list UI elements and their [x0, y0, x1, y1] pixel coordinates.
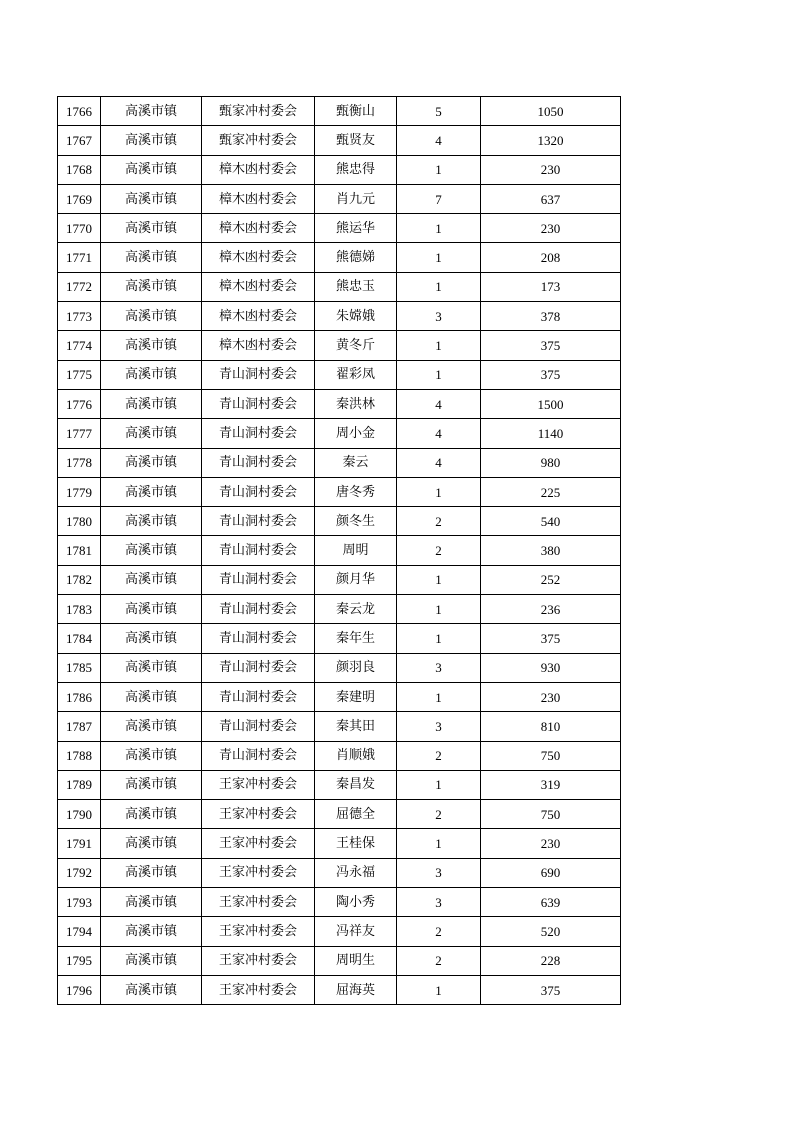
village-committee-cell: 王家冲村委会: [202, 800, 315, 829]
amount-cell: 810: [481, 712, 621, 741]
row-number-cell: 1777: [58, 419, 101, 448]
name-cell: 朱嫦娥: [315, 302, 397, 331]
name-cell: 周小金: [315, 419, 397, 448]
amount-cell: 639: [481, 888, 621, 917]
village-committee-cell: 樟木凼村委会: [202, 302, 315, 331]
count-cell: 3: [397, 653, 481, 682]
name-cell: 秦昌发: [315, 770, 397, 799]
village-committee-cell: 青山洞村委会: [202, 448, 315, 477]
name-cell: 秦洪林: [315, 389, 397, 418]
amount-cell: 540: [481, 507, 621, 536]
row-number-cell: 1785: [58, 653, 101, 682]
town-cell: 高溪市镇: [101, 917, 202, 946]
town-cell: 高溪市镇: [101, 800, 202, 829]
name-cell: 屈德全: [315, 800, 397, 829]
row-number-cell: 1789: [58, 770, 101, 799]
table-row: [58, 741, 621, 770]
village-committee-cell: 王家冲村委会: [202, 829, 315, 858]
village-committee-cell: 樟木凼村委会: [202, 243, 315, 272]
amount-cell: 375: [481, 975, 621, 1004]
table-row: [58, 331, 621, 360]
row-number-cell: 1793: [58, 888, 101, 917]
village-committee-cell: 王家冲村委会: [202, 946, 315, 975]
count-cell: 1: [397, 214, 481, 243]
town-cell: 高溪市镇: [101, 829, 202, 858]
table-row: [58, 155, 621, 184]
table-row: [58, 536, 621, 565]
town-cell: 高溪市镇: [101, 389, 202, 418]
table-row: [58, 302, 621, 331]
row-number-cell: 1768: [58, 155, 101, 184]
table-row: [58, 389, 621, 418]
town-cell: 高溪市镇: [101, 712, 202, 741]
amount-cell: 252: [481, 565, 621, 594]
name-cell: 秦建明: [315, 682, 397, 711]
town-cell: 高溪市镇: [101, 126, 202, 155]
village-committee-cell: 王家冲村委会: [202, 917, 315, 946]
table-row: [58, 360, 621, 389]
table-row: [58, 477, 621, 506]
row-number-cell: 1790: [58, 800, 101, 829]
count-cell: 1: [397, 360, 481, 389]
count-cell: 2: [397, 946, 481, 975]
town-cell: 高溪市镇: [101, 741, 202, 770]
table-row: [58, 126, 621, 155]
village-committee-cell: 王家冲村委会: [202, 858, 315, 887]
village-committee-cell: 青山洞村委会: [202, 419, 315, 448]
amount-cell: 230: [481, 682, 621, 711]
village-committee-cell: 甄家冲村委会: [202, 126, 315, 155]
count-cell: 2: [397, 507, 481, 536]
count-cell: 2: [397, 741, 481, 770]
village-committee-cell: 青山洞村委会: [202, 653, 315, 682]
name-cell: 颜羽良: [315, 653, 397, 682]
town-cell: 高溪市镇: [101, 302, 202, 331]
row-number-cell: 1788: [58, 741, 101, 770]
town-cell: 高溪市镇: [101, 184, 202, 213]
name-cell: 翟彩凤: [315, 360, 397, 389]
amount-cell: 375: [481, 360, 621, 389]
town-cell: 高溪市镇: [101, 97, 202, 126]
count-cell: 3: [397, 858, 481, 887]
amount-cell: 380: [481, 536, 621, 565]
amount-cell: 228: [481, 946, 621, 975]
count-cell: 1: [397, 565, 481, 594]
row-number-cell: 1774: [58, 331, 101, 360]
village-committee-cell: 青山洞村委会: [202, 682, 315, 711]
amount-cell: 378: [481, 302, 621, 331]
amount-cell: 520: [481, 917, 621, 946]
row-number-cell: 1796: [58, 975, 101, 1004]
table-row: [58, 712, 621, 741]
name-cell: 熊忠玉: [315, 272, 397, 301]
row-number-cell: 1772: [58, 272, 101, 301]
village-committee-cell: 青山洞村委会: [202, 389, 315, 418]
count-cell: 7: [397, 184, 481, 213]
row-number-cell: 1770: [58, 214, 101, 243]
count-cell: 1: [397, 477, 481, 506]
village-committee-cell: 青山洞村委会: [202, 507, 315, 536]
name-cell: 秦其田: [315, 712, 397, 741]
name-cell: 屈海英: [315, 975, 397, 1004]
town-cell: 高溪市镇: [101, 624, 202, 653]
table-row: [58, 214, 621, 243]
table-row: [58, 975, 621, 1004]
table-row: [58, 97, 621, 126]
amount-cell: 173: [481, 272, 621, 301]
row-number-cell: 1778: [58, 448, 101, 477]
town-cell: 高溪市镇: [101, 272, 202, 301]
table-row: [58, 419, 621, 448]
village-committee-cell: 王家冲村委会: [202, 975, 315, 1004]
row-number-cell: 1787: [58, 712, 101, 741]
town-cell: 高溪市镇: [101, 858, 202, 887]
count-cell: 3: [397, 302, 481, 331]
count-cell: 5: [397, 97, 481, 126]
town-cell: 高溪市镇: [101, 360, 202, 389]
row-number-cell: 1786: [58, 682, 101, 711]
name-cell: 王桂保: [315, 829, 397, 858]
town-cell: 高溪市镇: [101, 507, 202, 536]
table-row: [58, 272, 621, 301]
name-cell: 肖顺娥: [315, 741, 397, 770]
row-number-cell: 1766: [58, 97, 101, 126]
row-number-cell: 1783: [58, 595, 101, 624]
town-cell: 高溪市镇: [101, 770, 202, 799]
village-committee-cell: 青山洞村委会: [202, 741, 315, 770]
amount-cell: 1500: [481, 389, 621, 418]
table-row: [58, 653, 621, 682]
row-number-cell: 1794: [58, 917, 101, 946]
village-committee-cell: 樟木凼村委会: [202, 272, 315, 301]
table-row: [58, 624, 621, 653]
amount-cell: 375: [481, 331, 621, 360]
row-number-cell: 1795: [58, 946, 101, 975]
count-cell: 4: [397, 419, 481, 448]
count-cell: 1: [397, 272, 481, 301]
name-cell: 秦年生: [315, 624, 397, 653]
count-cell: 1: [397, 682, 481, 711]
name-cell: 秦云龙: [315, 595, 397, 624]
name-cell: 肖九元: [315, 184, 397, 213]
village-committee-cell: 青山洞村委会: [202, 565, 315, 594]
table-row: [58, 888, 621, 917]
table-row: [58, 946, 621, 975]
table-row: [58, 800, 621, 829]
row-number-cell: 1775: [58, 360, 101, 389]
amount-cell: 225: [481, 477, 621, 506]
count-cell: 4: [397, 389, 481, 418]
count-cell: 2: [397, 536, 481, 565]
village-committee-cell: 樟木凼村委会: [202, 331, 315, 360]
name-cell: 周明生: [315, 946, 397, 975]
row-number-cell: 1771: [58, 243, 101, 272]
town-cell: 高溪市镇: [101, 653, 202, 682]
count-cell: 1: [397, 595, 481, 624]
name-cell: 熊运华: [315, 214, 397, 243]
amount-cell: 930: [481, 653, 621, 682]
village-committee-cell: 樟木凼村委会: [202, 184, 315, 213]
count-cell: 1: [397, 829, 481, 858]
count-cell: 4: [397, 448, 481, 477]
amount-cell: 230: [481, 829, 621, 858]
row-number-cell: 1776: [58, 389, 101, 418]
amount-cell: 637: [481, 184, 621, 213]
village-committee-cell: 青山洞村委会: [202, 360, 315, 389]
name-cell: 冯祥友: [315, 917, 397, 946]
amount-cell: 208: [481, 243, 621, 272]
table-row: [58, 565, 621, 594]
table-row: [58, 448, 621, 477]
name-cell: 甄贤友: [315, 126, 397, 155]
name-cell: 唐冬秀: [315, 477, 397, 506]
amount-cell: 375: [481, 624, 621, 653]
town-cell: 高溪市镇: [101, 595, 202, 624]
town-cell: 高溪市镇: [101, 155, 202, 184]
count-cell: 1: [397, 155, 481, 184]
name-cell: 秦云: [315, 448, 397, 477]
name-cell: 颜冬生: [315, 507, 397, 536]
amount-cell: 319: [481, 770, 621, 799]
amount-cell: 690: [481, 858, 621, 887]
village-committee-cell: 青山洞村委会: [202, 595, 315, 624]
town-cell: 高溪市镇: [101, 448, 202, 477]
row-number-cell: 1784: [58, 624, 101, 653]
table-row: [58, 507, 621, 536]
name-cell: 陶小秀: [315, 888, 397, 917]
amount-cell: 980: [481, 448, 621, 477]
table-row: [58, 770, 621, 799]
town-cell: 高溪市镇: [101, 477, 202, 506]
village-committee-cell: 王家冲村委会: [202, 770, 315, 799]
name-cell: 熊德娣: [315, 243, 397, 272]
table-row: [58, 829, 621, 858]
table-row: [58, 858, 621, 887]
table-row: [58, 682, 621, 711]
village-committee-cell: 王家冲村委会: [202, 888, 315, 917]
name-cell: 甄衡山: [315, 97, 397, 126]
count-cell: 1: [397, 770, 481, 799]
amount-cell: 230: [481, 155, 621, 184]
count-cell: 1: [397, 624, 481, 653]
count-cell: 1: [397, 331, 481, 360]
table-row: [58, 595, 621, 624]
data-table: [57, 96, 621, 1005]
village-committee-cell: 青山洞村委会: [202, 536, 315, 565]
row-number-cell: 1769: [58, 184, 101, 213]
name-cell: 黄冬斤: [315, 331, 397, 360]
amount-cell: 1320: [481, 126, 621, 155]
table-body: [58, 97, 621, 1005]
name-cell: 熊忠得: [315, 155, 397, 184]
amount-cell: 1050: [481, 97, 621, 126]
row-number-cell: 1781: [58, 536, 101, 565]
town-cell: 高溪市镇: [101, 565, 202, 594]
town-cell: 高溪市镇: [101, 331, 202, 360]
village-committee-cell: 樟木凼村委会: [202, 214, 315, 243]
row-number-cell: 1767: [58, 126, 101, 155]
name-cell: 颜月华: [315, 565, 397, 594]
town-cell: 高溪市镇: [101, 946, 202, 975]
row-number-cell: 1792: [58, 858, 101, 887]
town-cell: 高溪市镇: [101, 214, 202, 243]
amount-cell: 230: [481, 214, 621, 243]
row-number-cell: 1779: [58, 477, 101, 506]
town-cell: 高溪市镇: [101, 975, 202, 1004]
count-cell: 1: [397, 975, 481, 1004]
row-number-cell: 1782: [58, 565, 101, 594]
row-number-cell: 1773: [58, 302, 101, 331]
village-committee-cell: 青山洞村委会: [202, 477, 315, 506]
count-cell: 2: [397, 800, 481, 829]
row-number-cell: 1791: [58, 829, 101, 858]
amount-cell: 236: [481, 595, 621, 624]
village-committee-cell: 甄家冲村委会: [202, 97, 315, 126]
count-cell: 4: [397, 126, 481, 155]
count-cell: 3: [397, 888, 481, 917]
town-cell: 高溪市镇: [101, 243, 202, 272]
town-cell: 高溪市镇: [101, 536, 202, 565]
village-committee-cell: 青山洞村委会: [202, 712, 315, 741]
name-cell: 周明: [315, 536, 397, 565]
amount-cell: 750: [481, 741, 621, 770]
amount-cell: 750: [481, 800, 621, 829]
table-row: [58, 243, 621, 272]
town-cell: 高溪市镇: [101, 682, 202, 711]
village-committee-cell: 青山洞村委会: [202, 624, 315, 653]
table-row: [58, 184, 621, 213]
name-cell: 冯永福: [315, 858, 397, 887]
town-cell: 高溪市镇: [101, 888, 202, 917]
village-committee-cell: 樟木凼村委会: [202, 155, 315, 184]
count-cell: 1: [397, 243, 481, 272]
row-number-cell: 1780: [58, 507, 101, 536]
count-cell: 3: [397, 712, 481, 741]
town-cell: 高溪市镇: [101, 419, 202, 448]
amount-cell: 1140: [481, 419, 621, 448]
count-cell: 2: [397, 917, 481, 946]
table-row: [58, 917, 621, 946]
